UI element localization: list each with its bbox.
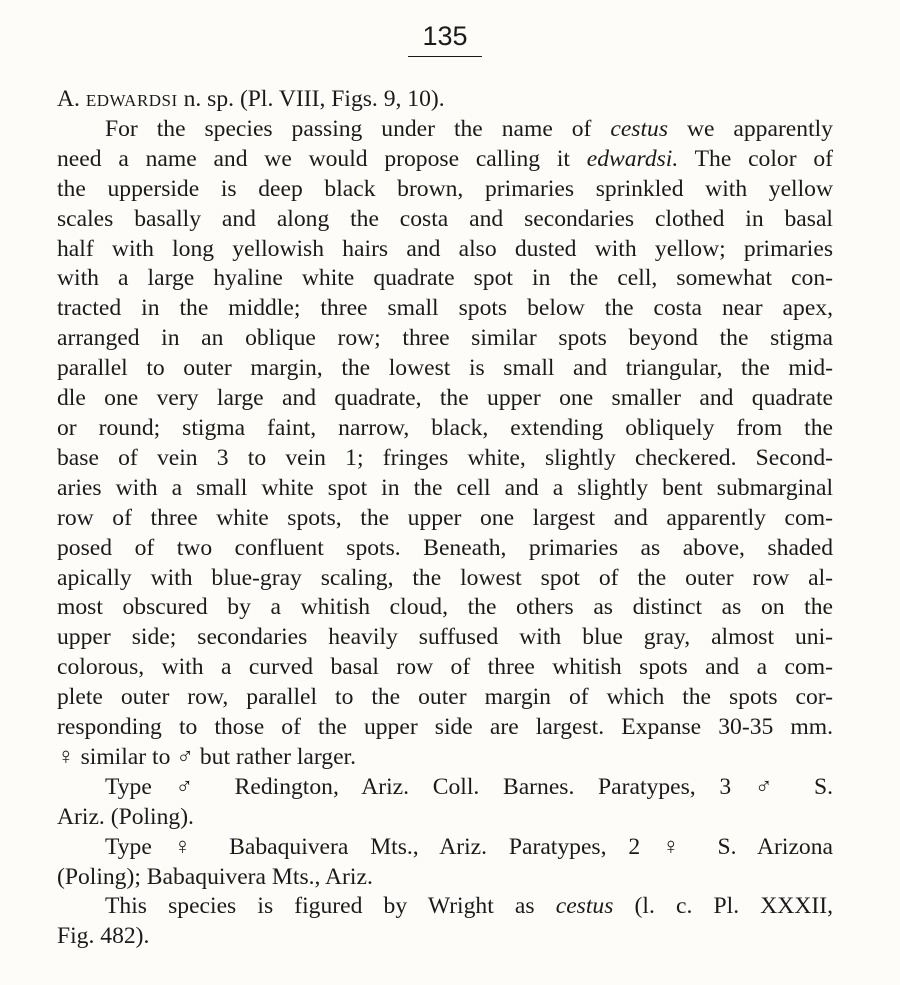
text-line (57, 593, 833, 623)
text-run: aries with a small white spot in the cell and a slightly bent submarginal (57, 474, 833, 501)
text-run: base of vein 3 to vein 1; fringes white, slightly checkered. Second- (57, 444, 833, 471)
text-line (57, 115, 833, 145)
text-run: dle one very large and quadrate, the upper one smaller and quadrate (57, 385, 833, 412)
text-run: or round; stigma faint, narrow, black, extending obliquely from the (57, 414, 833, 441)
text-line (57, 504, 833, 534)
text-line (57, 803, 833, 833)
heading-genus: A. (57, 86, 80, 112)
text-run: parallel to outer margin, the lowest is small and triangular, the mid- (57, 355, 833, 382)
text-run: row of three white spots, the upper one largest and apparently com- (57, 504, 833, 531)
text-run: with a large hyaline white quadrate spot in the cell, somewhat con- (57, 265, 833, 292)
text-line (57, 863, 833, 893)
text-line (57, 623, 833, 653)
text-run: tracted in the middle; three small spots below the costa near apex, (57, 295, 833, 322)
text-line (57, 175, 833, 205)
paragraph-type-male (57, 773, 833, 833)
text-line (57, 833, 833, 863)
text-line (57, 922, 833, 952)
text-line (57, 414, 833, 444)
text-run: scales basally and along the costa and secondaries clothed in basal (57, 205, 833, 232)
text-run: For the species passing under the name of (105, 115, 611, 142)
text-line (57, 653, 833, 683)
species-heading (57, 85, 833, 115)
text-run: Fig. 482). (57, 923, 150, 950)
text-line (57, 324, 833, 354)
text-line (57, 294, 833, 324)
text-run: (Poling); Babaquivera Mts., Ariz. (57, 863, 373, 890)
text-run: arranged in an oblique row; three similar spots beyond the stigma (57, 325, 833, 352)
page-number: 135 (408, 18, 481, 57)
italic-text: cestus (610, 115, 669, 142)
heading-plate-reference: n. sp. (Pl. VIII, Figs. 9, 10). (177, 86, 445, 112)
text-run: responding to those of the upper side are largest. Expanse 30-35 mm. (57, 714, 833, 741)
text-run: plete outer row, parallel to the outer margin of which the spots cor- (57, 684, 833, 711)
italic-text: edwardsi. (586, 145, 679, 172)
text-run: Type ♂ Redington, Ariz. Coll. Barnes. Paratypes, 3 ♂ S. (105, 773, 833, 800)
paragraph-type-female (57, 833, 833, 893)
text-run: we apparently (668, 115, 833, 142)
text-run: upper side; secondaries heavily suffused with blue gray, almost uni- (57, 624, 833, 651)
text-line (57, 205, 833, 235)
page-header (57, 18, 833, 57)
text-run: colorous, with a curved basal row of three whitish spots and a com- (57, 654, 833, 681)
text-line (57, 534, 833, 564)
body-text (57, 85, 833, 952)
text-run: need a name and we would propose calling it (57, 145, 587, 172)
text-run: the upperside is deep black brown, primaries sprinkled with yellow (57, 175, 833, 202)
text-run: Type ♀ Babaquivera Mts., Ariz. Paratypes, 2 ♀ S. Arizona (105, 833, 833, 860)
heading-species-name: edwardsi (85, 86, 178, 112)
paragraph-figured-note (57, 892, 833, 952)
text-line (57, 683, 833, 713)
text-line (57, 564, 833, 594)
text-line (57, 384, 833, 414)
text-line (57, 264, 833, 294)
text-line (57, 713, 833, 743)
text-line (57, 235, 833, 265)
text-line (57, 743, 833, 773)
text-run: The color of (678, 145, 833, 172)
text-run: ♀ similar to ♂ but rather larger. (57, 743, 356, 770)
text-run: most obscured by a whitish cloud, the others as distinct as on the (57, 594, 833, 621)
text-line (57, 145, 833, 175)
text-run: (l. c. Pl. XXXII, (613, 893, 833, 920)
text-run: apically with blue-gray scaling, the lowest spot of the outer row al- (57, 564, 833, 591)
paragraph-description (57, 115, 833, 773)
text-line (57, 474, 833, 504)
text-line (57, 354, 833, 384)
text-line (57, 444, 833, 474)
text-line (57, 773, 833, 803)
text-run: Ariz. (Poling). (57, 803, 194, 830)
paragraphs (57, 115, 833, 952)
text-run: half with long yellowish hairs and also dusted with yellow; primaries (57, 235, 833, 262)
text-run: This species is figured by Wright as (105, 893, 556, 920)
italic-text: cestus (555, 893, 614, 920)
text-line (57, 892, 833, 922)
text-run: posed of two confluent spots. Beneath, primaries as above, shaded (57, 534, 833, 561)
